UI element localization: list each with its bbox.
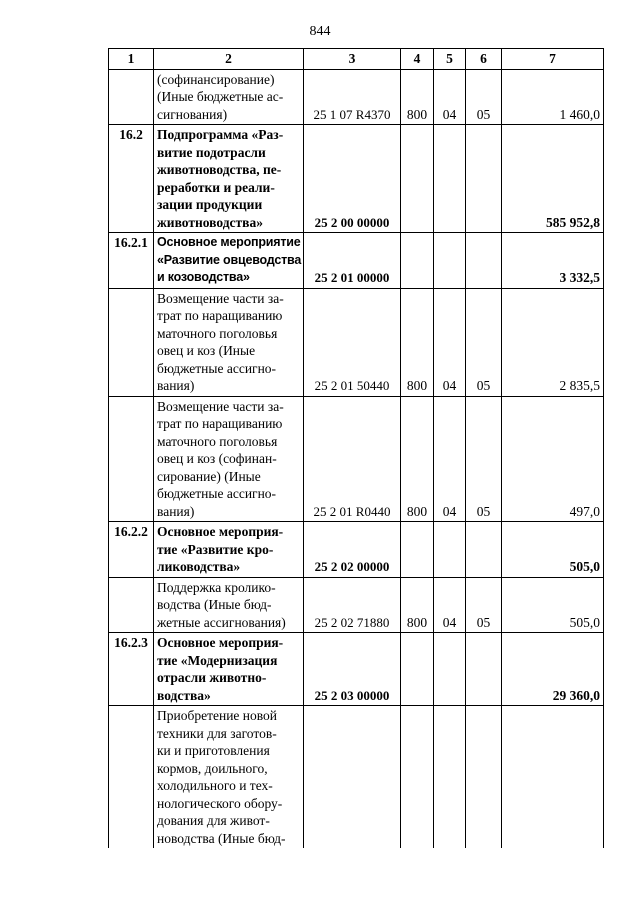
section-code: 04 [434,288,466,396]
table-row [109,69,604,125]
amount-value: 2 835,5 [502,288,604,396]
row-number [109,69,154,125]
row-description [154,233,304,289]
description-line: Возмещение части за- [157,398,284,414]
description-line: Поддержка кролико- [157,579,276,595]
description-line: трат по наращиванию [157,308,283,323]
table-row [109,233,604,289]
header-col-1: 1 [109,49,154,70]
description-line: водства» [157,687,211,703]
table-row [109,396,604,522]
row-description [154,522,304,578]
table-header-row [109,49,604,70]
amount-value: 505,0 [502,522,604,578]
header-col-3: 3 [304,49,401,70]
budget-code: 25 2 03 00000 [304,633,401,706]
description-line: лиководства» [157,559,241,574]
description-line: Приобретение новой [157,708,278,723]
row-number: 16.2.2 [109,522,154,578]
budget-code: 25 2 01 00000 [304,233,401,289]
description-line: Возмещение части за- [157,290,284,306]
description-line: сигнования) [157,106,228,122]
row-description [154,577,304,633]
table-row [109,125,604,233]
amount-value [502,706,604,849]
expense-type: 800 [401,577,434,633]
header-col-6: 6 [466,49,502,70]
page-number: 844 [309,24,331,39]
expense-type [401,633,434,706]
section-code [434,233,466,289]
description-line: трат по наращиванию [157,416,283,431]
description-line: новодства (Иные бюд- [157,830,286,846]
description-line: «Развитие овцеводства [157,252,302,267]
amount-value: 29 360,0 [502,633,604,706]
description-line: маточного поголовья [157,325,278,341]
section-code [434,706,466,849]
table-row [109,633,604,706]
amount-value: 505,0 [502,577,604,633]
subsection-code: 05 [466,577,502,633]
budget-code: 25 1 07 R4370 [304,69,401,125]
description-line: вания) [157,378,195,393]
description-line: (Иные бюджетные ас- [157,89,284,104]
header-col-7: 7 [502,49,604,70]
row-number: 16.2.1 [109,233,154,289]
table-body [109,69,604,848]
description-line: реработки и реали- [157,179,275,195]
description-line: нологического обору- [157,795,283,811]
description-line: вания) [157,503,195,519]
description-line: овец и коз (софинан- [157,451,277,466]
amount-value: 585 952,8 [502,125,604,233]
subsection-code [466,233,502,289]
table-row [109,288,604,396]
row-description [154,706,304,849]
expense-type: 800 [401,288,434,396]
row-description [154,125,304,233]
row-number: 16.2 [109,125,154,233]
expense-type [401,125,434,233]
row-number [109,288,154,396]
description-line: бюджетные ассигно- [157,486,277,501]
budget-code: 25 2 01 R0440 [304,396,401,522]
description-line: тие «Развитие кро- [157,541,274,557]
section-code [434,125,466,233]
description-line: тие «Модернизация [157,652,278,668]
header-col-5: 5 [434,49,466,70]
expense-type [401,233,434,289]
description-line: кормов, доильного, [157,760,268,776]
budget-code [304,706,401,849]
description-line: водства (Иные бюд- [157,597,272,612]
table-row [109,577,604,633]
amount-value: 497,0 [502,396,604,522]
row-number [109,577,154,633]
header-col-4: 4 [401,49,434,70]
description-line: жетные ассигнования) [157,614,286,630]
subsection-code: 05 [466,396,502,522]
budget-code: 25 2 02 71880 [304,577,401,633]
section-code: 04 [434,396,466,522]
table-row [109,706,604,849]
header-col-2: 2 [154,49,304,70]
row-description [154,288,304,396]
subsection-code [466,125,502,233]
description-line: ки и приготовления [157,743,270,758]
section-code [434,522,466,578]
description-line: овец и коз (Иные [157,343,256,358]
row-description [154,396,304,522]
description-line: зации продукции [157,197,263,212]
description-line: витие подотрасли [157,144,266,160]
budget-code: 25 2 00 00000 [304,125,401,233]
row-description [154,633,304,706]
description-line: Основное мероприя- [157,635,284,650]
subsection-code [466,522,502,578]
subsection-code [466,706,502,849]
description-line: холодильного и тех- [157,778,273,793]
expense-type: 800 [401,69,434,125]
section-code [434,633,466,706]
budget-code: 25 2 02 00000 [304,522,401,578]
description-line: (софинансирование) [157,71,275,87]
description-line: Основное мероприятие [157,235,301,249]
budget-code: 25 2 01 50440 [304,288,401,396]
expense-type [401,706,434,849]
description-line: и козоводства» [157,270,250,284]
amount-value: 1 460,0 [502,69,604,125]
description-line: животноводства, пе- [157,162,282,177]
description-line: маточного поголовья [157,433,278,449]
section-code: 04 [434,69,466,125]
description-line: Основное мероприя- [157,524,284,539]
amount-value: 3 332,5 [502,233,604,289]
expense-type [401,522,434,578]
budget-table [108,48,604,848]
subsection-code: 05 [466,69,502,125]
description-line: Подпрограмма «Раз- [157,127,284,142]
row-description [154,69,304,125]
row-number: 16.2.3 [109,633,154,706]
description-line: животноводства» [157,214,263,230]
description-line: дования для живот- [157,813,270,828]
description-line: отрасли животно- [157,670,267,685]
row-number [109,396,154,522]
table-row [109,522,604,578]
expense-type: 800 [401,396,434,522]
section-code: 04 [434,577,466,633]
description-line: сирование) (Иные [157,468,261,484]
description-line: техники для заготов- [157,725,277,741]
subsection-code: 05 [466,288,502,396]
row-number [109,706,154,849]
subsection-code [466,633,502,706]
description-line: бюджетные ассигно- [157,360,277,376]
